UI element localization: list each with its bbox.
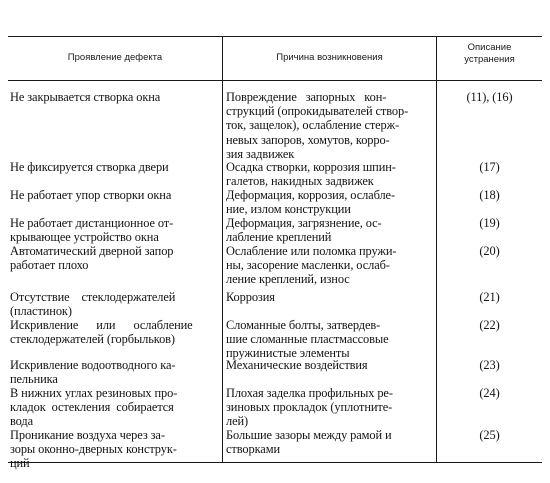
row-10-cause: Большие зазоры между рамой и створками: [226, 428, 392, 457]
row-5-fix: (20): [479, 244, 500, 258]
row-6-fix: (21): [479, 290, 500, 304]
header-fix-line2: устранения: [464, 54, 515, 65]
row-5-cause: Ослабление или поломка пружи- ны, засорение масленки, ослаб- ление креплений, износ: [226, 244, 397, 287]
row-3-cause: Деформация, коррозия, ослабле- ние, излом конструкции: [226, 188, 395, 217]
row-9-fix: (24): [479, 386, 500, 400]
row-8-fix: (23): [479, 358, 500, 372]
header-cause: Причина возникновения: [276, 52, 383, 63]
row-1-cause: Повреждение запорных кон- струкций (опрокидывателей створ- ток, защелок), ослабление стерж- невых запоров, хомутов, корро- зия задвижек: [226, 90, 409, 161]
row-7-fix: (22): [479, 318, 500, 332]
row-6-cause: Коррозия: [226, 290, 275, 304]
header-bottom-rule: [8, 80, 542, 81]
row-7-cause: Сломанные болты, затвердев- шие сломанные пластмассовые пружинистые элементы: [226, 318, 389, 361]
row-5-defect: Автоматический дверной запор работает плохо: [10, 244, 174, 273]
row-4-defect: Не работает дистанционное от- крывающее устройство окна: [10, 216, 174, 245]
row-1-defect: Не закрывается створка окна: [10, 90, 161, 104]
row-8-defect: Искривление водоотводного ка- пельника: [10, 358, 176, 387]
row-4-cause: Деформация, загрязнение, ос- лабление креплений: [226, 216, 382, 245]
row-4-fix: (19): [479, 216, 500, 230]
row-6-defect: Отсутствие стеклодержателей (пластинок): [10, 290, 176, 319]
row-10-fix: (25): [479, 428, 500, 442]
row-10-defect: Проникание воздуха через за- зоры оконно-дверных конструк- ций: [10, 428, 177, 471]
row-2-fix: (17): [479, 160, 500, 174]
row-7-defect: Искривление или ослабление стеклодержателей (горбыльков): [10, 318, 193, 347]
column-divider-1: [222, 36, 223, 463]
row-9-cause: Плохая заделка профильных ре- зиновых прокладок (уплотните- лей): [226, 386, 393, 429]
row-8-cause: Механические воздействия: [226, 358, 368, 372]
row-2-defect: Не фиксируется створка двери: [10, 160, 169, 174]
row-3-fix: (18): [479, 188, 500, 202]
row-1-fix: (11), (16): [466, 90, 513, 104]
header-defect: Проявление дефекта: [67, 52, 163, 63]
header-fix-line1: Описание: [467, 42, 512, 53]
row-2-cause: Осадка створки, коррозия шпин- галетов, накидных задвижек: [226, 160, 396, 189]
row-9-defect: В нижних углах резиновых про- кладок остекления собирается вода: [10, 386, 178, 429]
row-3-defect: Не работает упор створки окна: [10, 188, 172, 202]
table-top-rule: [8, 36, 542, 37]
